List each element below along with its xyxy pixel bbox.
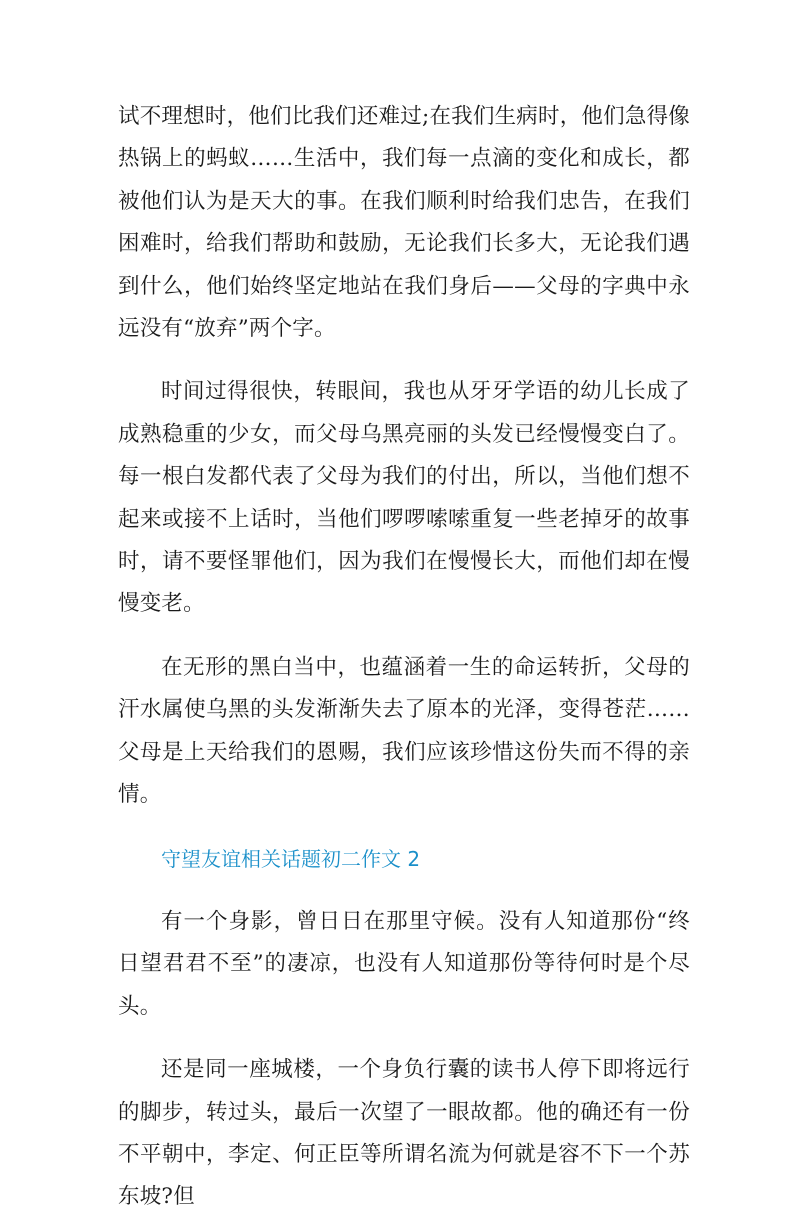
paragraph-gap [118,626,690,647]
paragraph-black-white: 在无形的黑白当中，也蕴涵着一生的命运转折，父母的汗水属使乌黑的头发渐渐失去了原本的光泽，变得苍茫……父母是上天给我们的恩赐，我们应该珍惜这份失而不得的亲情。 [118,654,690,808]
paragraph-gap [118,817,690,838]
paragraph-figure-waiting: 有一个身影，曾日日在那里守候。没有人知道那份“终日望君君不至”的凄凉，也没有人知道那份等待何时是个尽头。 [118,908,690,1019]
paragraph-gap [118,880,690,901]
section-heading: 守望友谊相关话题初二作文 2 [161,846,421,871]
paragraph-city-tower: 还是同一座城楼，一个身负行囊的读书人停下即将远行的脚步，转过头，最后一次望了一眼故都。他的确还有一份不平朝中，李定、何正臣等所谓名流为何就是容不下一个苏东坡?但 [118,1057,690,1210]
paragraph-gap [118,350,690,371]
paragraph-gap [118,1028,690,1049]
paragraph-parents-continued: 试不理想时，他们比我们还难过;在我们生病时，他们急得像热锅上的蚂蚁……生活中，我们每一点滴的变化和成长，都被他们认为是天大的事。在我们顺利时给我们忠告，在我们困难时，给我们帮助和鼓励，无论我们长多大，无论我们遇到什么，他们始终坚定地站在我们身后——父母的字典中永远没有“放弃”两个字。 [118,104,690,342]
paragraph-time-passes: 时间过得很快，转眼间，我也从牙牙学语的幼儿长成了成熟稳重的少女，而父母乌黑亮丽的头发已经慢慢变白了。每一根白发都代表了父母为我们的付出，所以，当他们想不起来或接不上话时，当他们啰啰嗦嗦重复一些老掉牙的故事时，请不要怪罪他们，因为我们在慢慢长大，而他们却在慢慢变老。 [118,379,690,617]
document-page [118,96,690,1219]
